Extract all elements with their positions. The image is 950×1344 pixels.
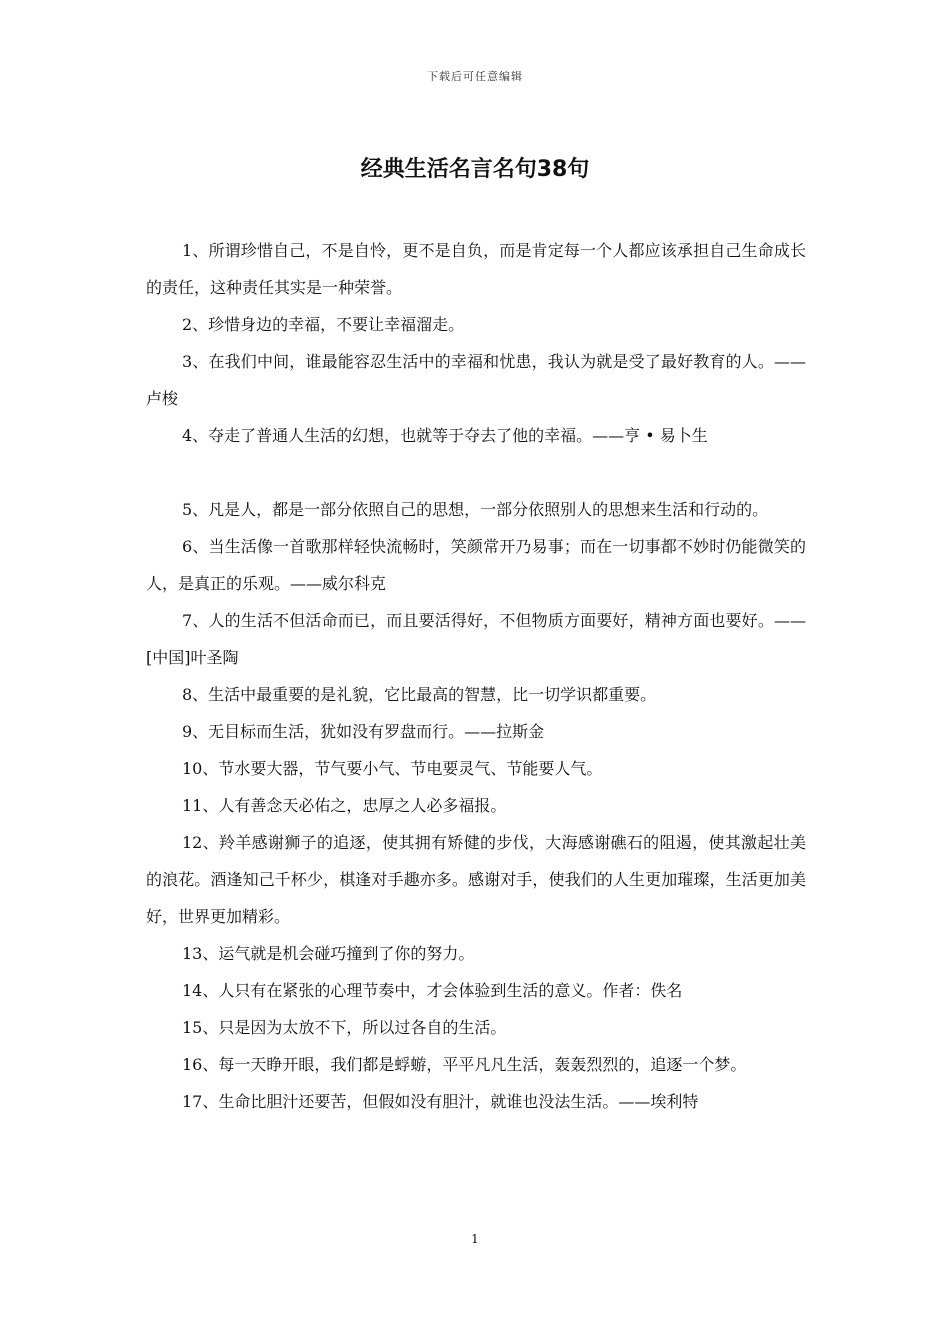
quote-paragraph-2: 2、珍惜身边的幸福，不要让幸福溜走。	[182, 315, 465, 334]
quote-paragraph-9: 9、无目标而生活，犹如没有罗盘而行。——拉斯金	[182, 722, 545, 741]
quote-paragraph-14: 14、人只有在紧张的心理节奏中，才会体验到生活的意义。作者：佚名	[182, 981, 683, 1000]
quote-paragraph-10: 10、节水要大器，节气要小气、节电要灵气、节能要人气。	[182, 759, 603, 778]
quote-paragraph-13: 13、运气就是机会碰巧撞到了你的努力。	[182, 944, 475, 963]
quote-paragraph-4: 4、夺走了普通人生活的幻想，也就等于夺去了他的幸福。——亨 • 易卜生	[182, 426, 708, 445]
quote-paragraph-16: 16、每一天睁开眼，我们都是蜉蝣，平平凡凡生活，轰轰烈烈的，追逐一个梦。	[182, 1055, 747, 1074]
quote-paragraph-3: 3、在我们中间，谁最能容忍生活中的幸福和忧患，我认为就是受了最好教育的人。——卢梭	[146, 352, 806, 408]
page-number: 1	[471, 1232, 479, 1246]
header-note: 下载后可任意编辑	[427, 70, 523, 83]
quote-paragraph-7: 7、人的生活不但活命而已，而且要活得好，不但物质方面要好，精神方面也要好。——[中国]叶圣陶	[146, 611, 806, 667]
quote-paragraph-1: 1、所谓珍惜自己，不是自怜，更不是自负，而是肯定每一个人都应该承担自己生命成长的责任，这种责任其实是一种荣誉。	[146, 241, 806, 297]
document-body	[146, 232, 806, 1120]
quote-paragraph-5: 5、凡是人，都是一部分依照自己的思想，一部分依照别人的思想来生活和行动的。	[182, 500, 769, 519]
quote-paragraph-12: 12、羚羊感谢狮子的追逐，使其拥有矫健的步伐，大海感谢礁石的阻遏，使其激起壮美的浪花。酒逢知己千杯少，棋逢对手趣亦多。感谢对手，使我们的人生更加璀璨，生活更加美好，世界更加精彩。	[146, 833, 806, 926]
quote-paragraph-11: 11、人有善念天必佑之，忠厚之人必多福报。	[182, 796, 507, 815]
quote-paragraph-8: 8、生活中最重要的是礼貌，它比最高的智慧，比一切学识都重要。	[182, 685, 657, 704]
quote-paragraph-6: 6、当生活像一首歌那样轻快流畅时，笑颜常开乃易事；而在一切事都不妙时仍能微笑的人，是真正的乐观。——威尔科克	[146, 537, 806, 593]
quote-paragraph-17: 17、生命比胆汁还要苦，但假如没有胆汁，就谁也没法生活。——埃利特	[182, 1092, 699, 1111]
quote-paragraph-15: 15、只是因为太放不下，所以过各自的生活。	[182, 1018, 507, 1037]
document-title: 经典生活名言名句38句	[360, 157, 590, 182]
